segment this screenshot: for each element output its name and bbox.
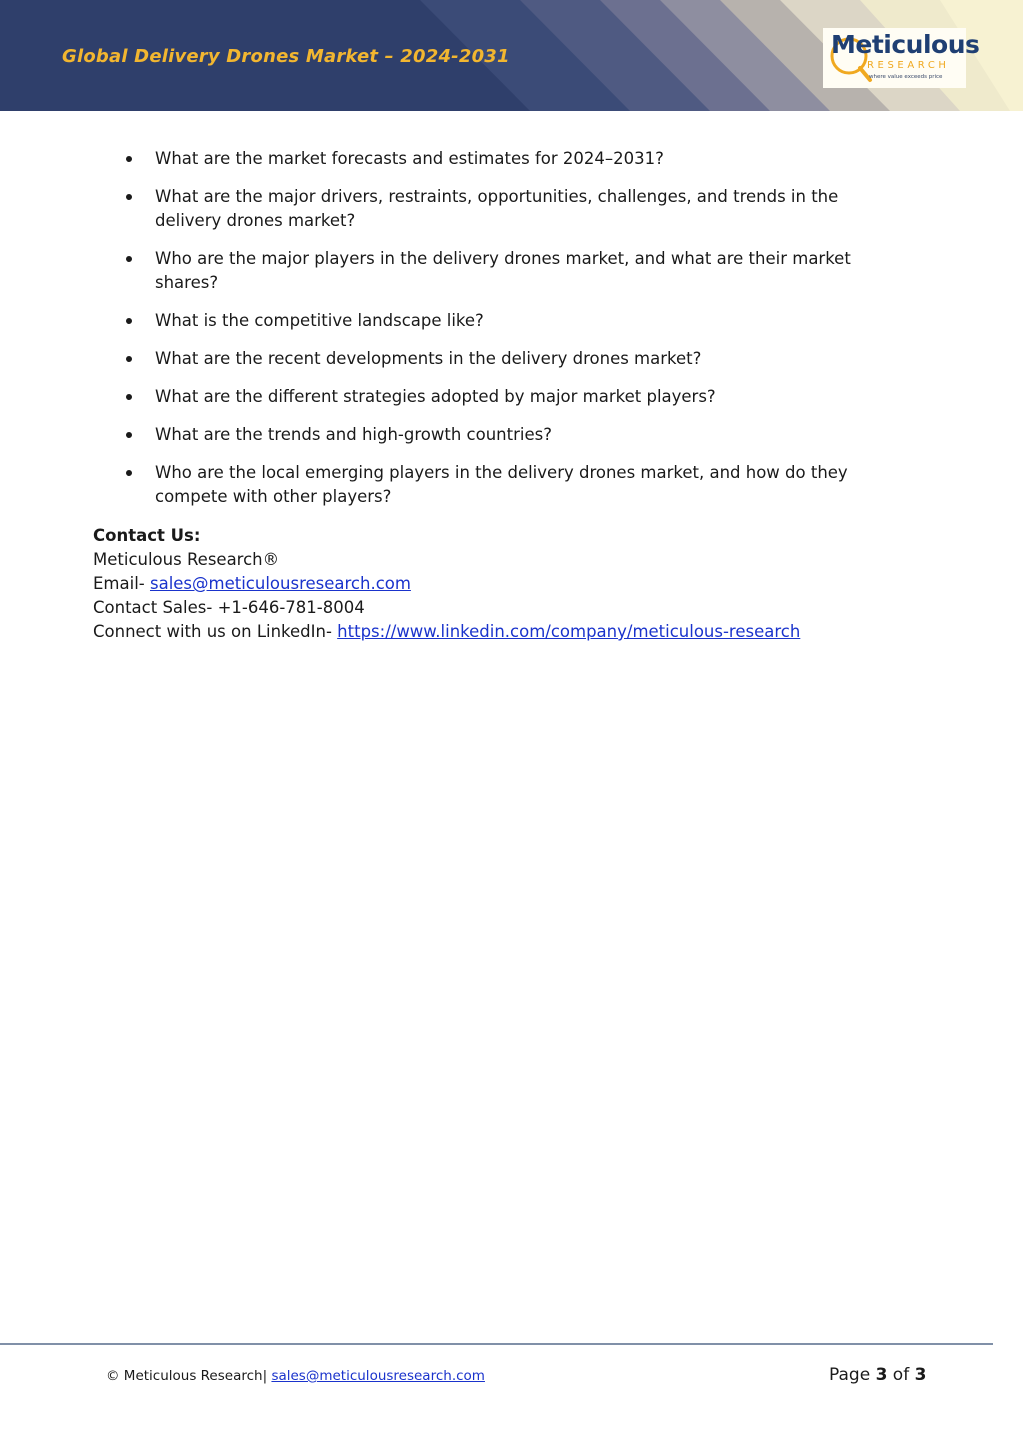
page-total: 3	[914, 1365, 927, 1385]
list-item	[0, 347, 1023, 371]
list-item	[0, 247, 1023, 295]
footer-copyright-text: © Meticulous Research|	[106, 1368, 268, 1384]
list-item-text: What are the different strategies adopted by major market players?	[155, 387, 716, 406]
linkedin-label: Connect with us on LinkedIn-	[93, 622, 338, 641]
list-item-text: What are the market forecasts and estimates for 2024–2031?	[155, 149, 664, 168]
logo-tagline: where value exceeds price	[869, 74, 943, 80]
bullet-icon	[126, 356, 132, 362]
page-number	[829, 1364, 926, 1386]
document-title: Global Delivery Drones Market – 2024-2031	[62, 46, 510, 67]
bullet-icon	[126, 256, 132, 262]
contact-company: Meticulous Research®	[93, 550, 280, 569]
bullet-icon	[126, 470, 132, 476]
list-item-text: What are the recent developments in the delivery drones market?	[155, 349, 702, 368]
footer-copyright	[106, 1367, 485, 1385]
list-item	[0, 385, 1023, 409]
list-item-text: What are the trends and high-growth countries?	[155, 425, 552, 444]
sales-label: Contact Sales-	[93, 598, 218, 617]
bullet-icon	[126, 318, 132, 324]
email-label: Email-	[93, 574, 150, 593]
contact-section	[93, 524, 973, 644]
footer-email-link[interactable]: sales@meticulousresearch.com	[271, 1368, 485, 1384]
linkedin-link[interactable]: https://www.linkedin.com/company/meticulous-research	[337, 622, 801, 641]
page-of: of	[887, 1365, 915, 1385]
key-questions-list	[0, 147, 1023, 523]
page-current: 3	[875, 1365, 888, 1385]
page-label: Page	[829, 1365, 876, 1385]
list-item	[0, 461, 1023, 509]
logo-subtitle: RESEARCH	[867, 60, 950, 71]
bullet-icon	[126, 156, 132, 162]
list-item-text: Who are the major players in the delivery drones market, and what are their market shares?	[155, 249, 851, 292]
bullet-icon	[126, 194, 132, 200]
contact-email-line	[93, 572, 973, 596]
contact-linkedin-line	[93, 620, 973, 644]
list-item-text: What are the major drivers, restraints, opportunities, challenges, and trends in the delivery drones market?	[155, 187, 839, 230]
list-item	[0, 185, 1023, 233]
list-item	[0, 309, 1023, 333]
sales-phone: +1-646-781-8004	[217, 598, 365, 617]
list-item	[0, 423, 1023, 447]
contact-heading: Contact Us:	[93, 526, 201, 545]
list-item	[0, 147, 1023, 171]
bullet-icon	[126, 432, 132, 438]
bullet-icon	[126, 394, 132, 400]
footer-divider	[0, 1343, 993, 1345]
contact-email-link[interactable]: sales@meticulousresearch.com	[149, 574, 411, 593]
meticulous-research-logo	[823, 28, 980, 88]
header-banner	[0, 0, 1023, 111]
list-item-text: Who are the local emerging players in the delivery drones market, and how do they compete with other players?	[155, 463, 848, 506]
list-item-text: What is the competitive landscape like?	[155, 311, 484, 330]
logo-wordmark: Meticulous	[831, 30, 980, 59]
contact-sales-line	[93, 596, 973, 620]
